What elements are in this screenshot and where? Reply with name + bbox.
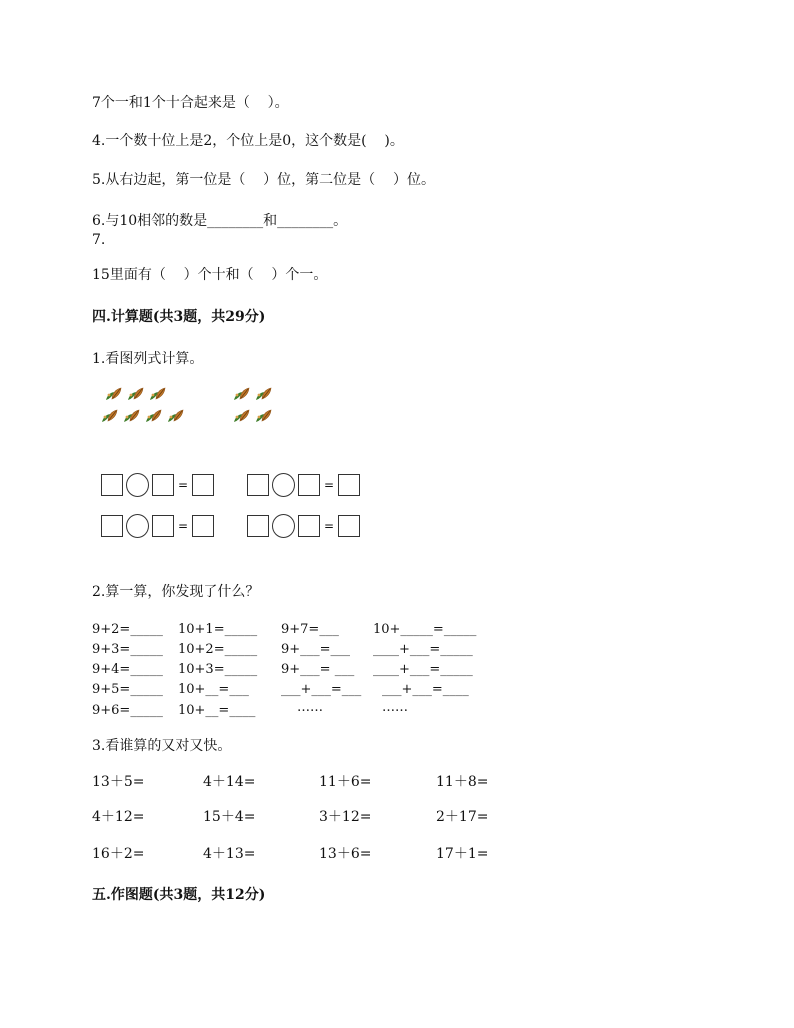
leaf-icon — [232, 408, 252, 428]
leaf-icon — [232, 386, 252, 406]
q3-cell: 13＋6= — [319, 846, 372, 862]
equals-sign: = — [324, 519, 335, 533]
leaf-icon — [254, 386, 274, 406]
answer-box[interactable] — [101, 515, 123, 537]
q2-cell: ___+___=____ — [382, 682, 469, 697]
leaf-icon — [122, 408, 142, 428]
q3-cell: 4＋14= — [203, 774, 256, 790]
operator-circle[interactable] — [272, 514, 295, 538]
answer-box[interactable] — [338, 515, 360, 537]
q3-cell: 15＋4= — [203, 809, 256, 825]
q2-cell: 10+1=_____ — [178, 622, 258, 637]
answer-box[interactable] — [338, 474, 360, 496]
question-4: 4.一个数十位上是2，个位上是0，这个数是( )。 — [92, 133, 404, 149]
equals-sign: = — [324, 478, 335, 492]
answer-box[interactable] — [247, 515, 269, 537]
leaf-icon — [144, 408, 164, 428]
answer-box[interactable] — [192, 474, 214, 496]
answer-box[interactable] — [152, 474, 174, 496]
q2-cell: …… — [382, 700, 408, 715]
leaf-icon — [126, 386, 146, 406]
answer-box[interactable] — [101, 474, 123, 496]
q2-cell: 9+2=_____ — [92, 622, 163, 637]
q2-cell: 9+3=_____ — [92, 642, 163, 657]
q2-cell: 9+7=___ — [281, 622, 339, 637]
q3-cell: 11＋8= — [436, 774, 489, 790]
question-5: 5.从右边起，第一位是（ ）位，第二位是（ ）位。 — [92, 172, 435, 188]
question-7: 15里面有（ ）个十和（ ）个一。 — [92, 267, 328, 283]
q3-cell: 16＋2= — [92, 846, 145, 862]
question-7-label: 7. — [92, 232, 106, 248]
operator-circle[interactable] — [126, 473, 149, 497]
equals-sign: = — [178, 478, 189, 492]
q2-cell: ___+___=___ — [281, 682, 362, 697]
section-5-heading: 五.作图题(共3题，共12分) — [92, 887, 266, 903]
q3-cell: 3＋12= — [319, 809, 372, 825]
leaf-icon — [166, 408, 186, 428]
question-2-title: 2.算一算，你发现了什么？ — [92, 584, 260, 600]
question-6: 6.与10相邻的数是________和________。 — [92, 213, 348, 229]
leaf-group-right — [228, 384, 278, 430]
operator-circle[interactable] — [126, 514, 149, 538]
q2-cell: 10+2=_____ — [178, 642, 258, 657]
q3-cell: 4＋12= — [92, 809, 145, 825]
q2-cell: 10+__=___ — [178, 682, 249, 697]
q3-cell: 2＋17= — [436, 809, 489, 825]
q3-cell: 17＋1= — [436, 846, 489, 862]
q3-cell: 11＋6= — [319, 774, 372, 790]
q2-cell: 9+4=_____ — [92, 662, 163, 677]
q2-cell: 10+3=_____ — [178, 662, 258, 677]
leaf-icon — [254, 408, 274, 428]
q2-cell: …… — [297, 700, 323, 715]
question-7-top: 7个一和1个十合起来是（ ）。 — [92, 95, 289, 111]
leaf-icon — [104, 386, 124, 406]
answer-box[interactable] — [298, 515, 320, 537]
answer-box[interactable] — [192, 515, 214, 537]
leaf-icon — [100, 408, 120, 428]
question-3-title: 3.看谁算的又对又快。 — [92, 738, 232, 754]
q2-cell: 10+_____=_____ — [373, 622, 477, 637]
q2-cell: 9+___= ___ — [281, 662, 355, 677]
q2-cell: ____+___=_____ — [373, 642, 473, 657]
q2-cell: 9+6=_____ — [92, 703, 163, 718]
q2-cell: 9+___=___ — [281, 642, 351, 657]
q3-cell: 13＋5= — [92, 774, 145, 790]
q2-cell: 9+5=_____ — [92, 682, 163, 697]
answer-box[interactable] — [152, 515, 174, 537]
q2-cell: ____+___=_____ — [373, 662, 473, 677]
leaf-icon — [148, 386, 168, 406]
answer-box[interactable] — [247, 474, 269, 496]
q3-cell: 4＋13= — [203, 846, 256, 862]
section-4-heading: 四.计算题(共3题，共29分) — [92, 309, 266, 325]
operator-circle[interactable] — [272, 473, 295, 497]
leaf-group-left — [100, 384, 200, 430]
equals-sign: = — [178, 519, 189, 533]
question-1-title: 1.看图列式计算。 — [92, 351, 204, 367]
answer-box[interactable] — [298, 474, 320, 496]
q2-cell: 10+__=____ — [178, 703, 256, 718]
